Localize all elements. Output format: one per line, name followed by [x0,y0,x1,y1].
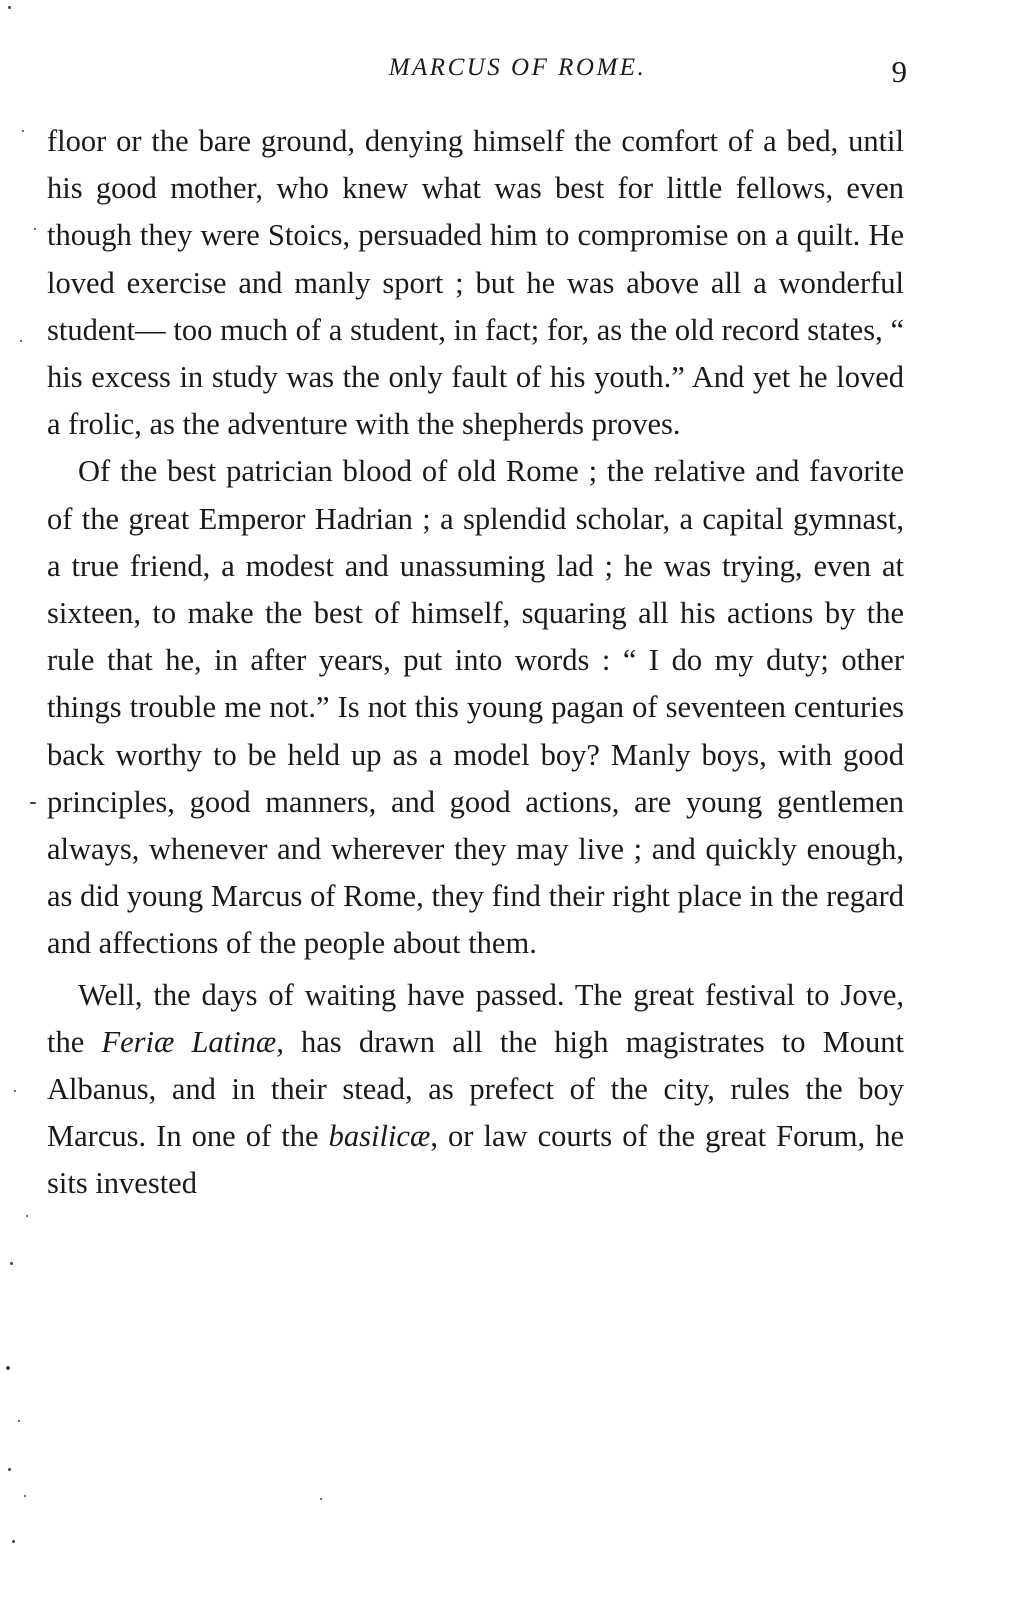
italic-feriae-latinae: Feriæ Latinæ, [101,1024,284,1059]
paragraph-3-text-1: Well, the days of waiting have passed. The great festival to Jove, the [47,977,904,1059]
paragraph-3-text-3: , or law courts of the great Forum, he sits invested [47,1119,904,1201]
paragraph-1: floor or the bare ground, denying himself the comfort of a bed, until his good mother, who knew what was best for little fellows, even though they were Stoics, persuaded him to compromise on a quilt. He loved exercise and manly sport ; but he was above all a wonderful student— too much of a student, in fact; for, as the old record states, “ his excess in study was the only fault of his youth.” And yet he loved a frolic, as the adventure with the shepherds proves. [47,124,904,442]
page-number: 9 [891,54,907,89]
page-header [0,54,1015,94]
paragraph-3-text-2: has drawn all the high magistrates to Mount Albanus, and in their stead, as prefect of the city, rules the boy Marcus. In one of the [47,1024,904,1154]
running-title: MARCUS OF ROME. [388,54,647,81]
italic-basilicae: basilicæ [328,1119,431,1154]
paragraph-2: Of the best patrician blood of old Rome ; the relative and favorite of the great Emperor Hadrian ; a splendid scholar, a capital gymnast, a true friend, a modest and unassuming lad ; he was trying, even at sixteen, to make the best of himself, squaring all his actions by the rule that he, in after years, put into words : “ I do my duty; other things trouble me not.” Is not this young pagan of seventeen centuries back worthy to be held up as a model boy? Manly boys, with good principles, good manners, and good actions, are young gentlemen always, whenever and wherever they may live ; and quickly enough, as did young Marcus of Rome, they find their right place in the regard and affections of the people about them. [47,454,904,961]
paragraph-3 [47,972,904,1208]
body-text [47,118,904,1208]
